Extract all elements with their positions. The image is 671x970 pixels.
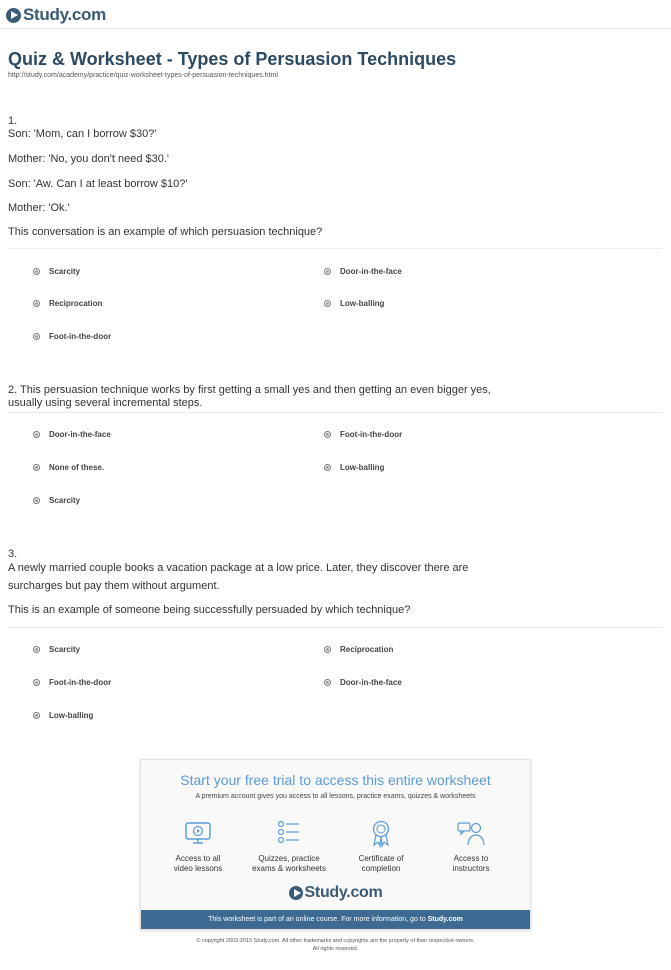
question-divider <box>8 412 662 413</box>
answer-option[interactable] <box>324 266 402 276</box>
quiz-list-icon <box>274 818 304 848</box>
answer-option[interactable] <box>324 429 402 439</box>
question-3-prompt: This is an example of someone being successfully persuaded by which technique? <box>8 604 411 616</box>
question-1-line: Son: 'Aw. Can I at least borrow $10?' <box>8 178 188 190</box>
study-logo[interactable] <box>6 5 106 25</box>
radio-button-icon[interactable] <box>324 300 331 307</box>
study-logo-icon <box>6 8 21 23</box>
question-3-line: A newly married couple books a vacation package at a low price. Later, they discover there are <box>8 562 469 574</box>
option-label: Door-in-the-face <box>340 677 402 687</box>
feature-label: completion <box>361 864 401 873</box>
radio-button-icon[interactable] <box>324 268 331 275</box>
option-label: Low-balling <box>340 298 385 308</box>
answer-option[interactable] <box>33 710 93 720</box>
radio-button-icon[interactable] <box>33 333 40 340</box>
option-label: Scarcity <box>49 644 81 654</box>
copyright-line: © copyright 2003-2015 Study.com. All other trademarks and copyrights are the property of their respective owners. <box>196 938 475 944</box>
question-divider <box>8 248 662 249</box>
feature-label: Certificate of <box>358 854 404 863</box>
question-1-prompt: This conversation is an example of which persuasion technique? <box>8 226 323 238</box>
answer-option[interactable] <box>33 495 80 505</box>
feature-label: Access to <box>453 854 489 863</box>
question-1-line: Mother: 'Ok.' <box>8 202 70 214</box>
radio-button-icon[interactable] <box>324 464 331 471</box>
question-2-prompt: 2. This persuasion technique works by first getting a small yes and then getting an even bigger yes, <box>8 384 491 396</box>
option-label: Reciprocation <box>49 298 103 308</box>
radio-button-icon[interactable] <box>324 679 331 686</box>
study-logo-icon <box>289 886 303 900</box>
feature-label: exams & worksheets <box>252 864 326 873</box>
radio-button-icon[interactable] <box>33 300 40 307</box>
option-label: Door-in-the-face <box>49 429 111 439</box>
answer-option[interactable] <box>33 298 102 308</box>
answer-option[interactable] <box>33 644 80 654</box>
promo-subtitle: A premium account gives you access to all lessons, practice exams, quizzes & worksheets <box>195 793 476 800</box>
answer-option[interactable] <box>33 429 111 439</box>
option-label: Foot-in-the-door <box>49 677 112 687</box>
radio-button-icon[interactable] <box>33 464 40 471</box>
answer-option[interactable] <box>33 677 111 687</box>
radio-button-icon[interactable] <box>33 268 40 275</box>
option-label: Foot-in-the-door <box>340 429 403 439</box>
free-trial-promo <box>140 759 531 930</box>
option-label: None of these. <box>49 462 105 472</box>
radio-button-icon[interactable] <box>33 712 40 719</box>
answer-option[interactable] <box>324 298 384 308</box>
radio-button-icon[interactable] <box>33 679 40 686</box>
feature-instructors <box>431 818 511 874</box>
question-1-line: Mother: 'No, you don't need $30.' <box>8 153 170 165</box>
answer-option[interactable] <box>33 331 111 341</box>
answer-option[interactable] <box>33 266 80 276</box>
option-label: Low-balling <box>49 710 94 720</box>
feature-label: Quizzes, practice <box>258 854 320 863</box>
option-label: Scarcity <box>49 266 81 276</box>
brand-name: Study.com <box>23 5 106 24</box>
question-divider <box>8 627 662 628</box>
option-label: Scarcity <box>49 495 81 505</box>
feature-label: Access to all <box>175 854 221 863</box>
header-divider <box>0 28 671 29</box>
answer-option[interactable] <box>324 462 384 472</box>
instructor-icon <box>456 818 486 848</box>
brand-name: Study.com <box>304 884 383 901</box>
radio-button-icon[interactable] <box>33 431 40 438</box>
option-label: Door-in-the-face <box>340 266 402 276</box>
radio-button-icon[interactable] <box>33 497 40 504</box>
page-url: http://study.com/academy/practice/quiz-worksheet-types-of-persuasion-techniques.html <box>8 72 278 79</box>
question-1-number: 1. <box>8 115 18 127</box>
option-label: Foot-in-the-door <box>49 331 112 341</box>
feature-video-lessons <box>158 818 238 874</box>
question-2-prompt: usually using several incremental steps. <box>8 397 203 409</box>
copyright <box>0 937 671 953</box>
radio-button-icon[interactable] <box>324 431 331 438</box>
radio-button-icon[interactable] <box>33 646 40 653</box>
feature-label: video lessons <box>173 864 223 873</box>
feature-certificate <box>341 818 421 874</box>
certificate-icon <box>366 818 396 848</box>
question-3-number: 3. <box>8 548 18 560</box>
option-label: Low-balling <box>340 462 385 472</box>
video-lesson-icon <box>183 818 213 848</box>
promo-info-bar <box>141 910 530 929</box>
copyright-line: All rights reserved. <box>312 946 359 952</box>
promo-bar-link[interactable]: Study.com <box>427 916 463 923</box>
radio-button-icon[interactable] <box>324 646 331 653</box>
promo-bar-text: This worksheet is part of an online course. For more information, go to <box>208 916 426 923</box>
feature-quizzes <box>249 818 329 874</box>
answer-option[interactable] <box>324 677 402 687</box>
option-label: Reciprocation <box>340 644 394 654</box>
feature-label: instructors <box>452 864 490 873</box>
promo-title[interactable]: Start your free trial to access this entire worksheet <box>180 772 491 788</box>
answer-option[interactable] <box>33 462 104 472</box>
answer-option[interactable] <box>324 644 393 654</box>
promo-study-logo[interactable] <box>141 884 530 902</box>
page-title: Quiz & Worksheet - Types of Persuasion Techniques <box>8 49 457 69</box>
question-1-line: Son: 'Mom, can I borrow $30?' <box>8 128 157 140</box>
question-3-line: surcharges but pay them without argument. <box>8 580 220 592</box>
